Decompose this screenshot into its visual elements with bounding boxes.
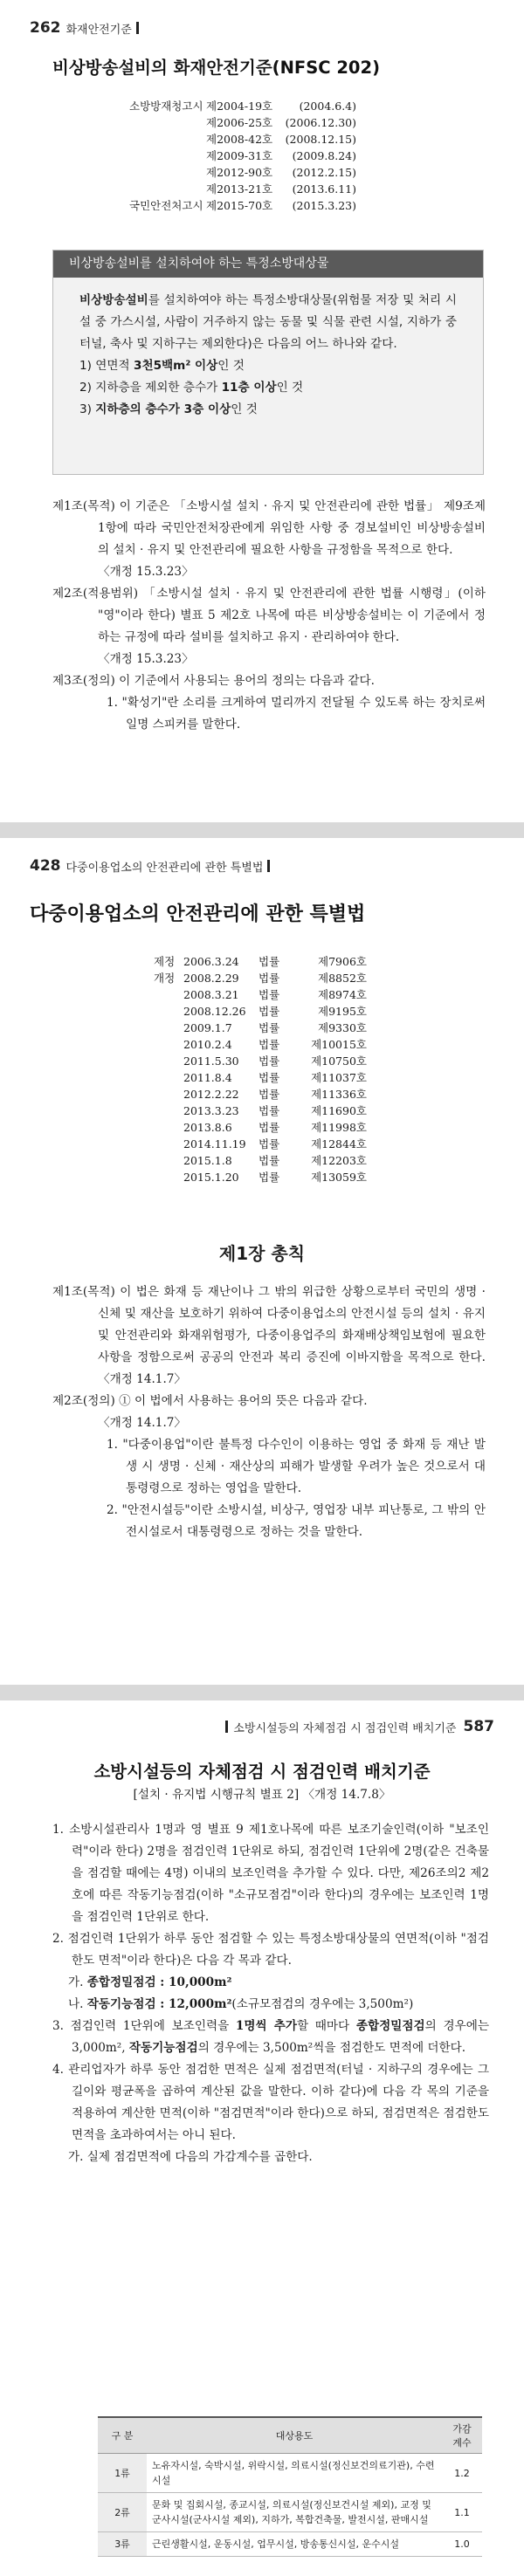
item-4: 4. 관리업자가 하루 동안 점검한 면적은 실제 점검면적(터널 · 지하구의 경우에는 그 길이와 평균폭을 곱하여 계산된 값을 말한다. 이하 같다)에 다음 각 목의 기준을 적용하여 계산한 면적(이하 "점검면적"이라 한다)으로 하되, 점검면적은 점검한도 면적을 초과하여서는 아니 된다.: [52, 2063, 489, 2142]
history-kind: [154, 986, 183, 1003]
history-date: 2008.12.26: [183, 1005, 246, 1018]
enactment-history: [154, 953, 367, 1185]
history-kind: [154, 1036, 183, 1053]
history-date: 2011.5.30: [183, 1054, 239, 1068]
item-1: 1. 소방시설관리사 1명과 영 별표 9 제1호나목에 따른 보조기술인력(이하 "보조인력"이라 한다) 2명을 점검인력 1단위로 하되, 점검인력 1단위에 2명(같은 건축물을 점검할 때에는 4명) 이내의 보조인력을 추가할 수 있다. 다만, 제26조의2 제2호에 따른 작동기능점검(이하 "소규모점검"이라 한다)의 경우에는 보조인력 1명을 점검인력 1단위로 한다.: [52, 1823, 489, 1924]
history-row: [154, 1003, 367, 1020]
history-date: 2006.3.24: [183, 955, 239, 968]
amendment-row: [129, 114, 356, 131]
uses-cell: 문화 및 집회시설, 종교시설, 의료시설(정신보건시설 제외), 교정 및 군사시설(군사시설 제외), 지하가, 복합건축물, 발전시설, 판매시설: [147, 2493, 442, 2532]
amendment-no: 제2006-25호: [206, 116, 273, 129]
page-262: [0, 0, 524, 822]
running-header: [30, 19, 139, 37]
amendment-date: (2004.6.4): [299, 100, 356, 113]
history-row: [154, 953, 367, 970]
history-type: 법률: [259, 1071, 280, 1084]
amendment-org: [129, 131, 206, 148]
amendment-row: [129, 148, 356, 164]
history-no: 제12203호: [311, 1154, 367, 1167]
amendment-org: [129, 114, 206, 131]
coef-cell: 1.1: [442, 2493, 482, 2532]
definition-1: 1. "확성기"란 소리를 크게하여 멀리까지 전달될 수 있도록 하는 장치로써 일명 스피커를 말한다.: [107, 696, 486, 732]
history-type: 법률: [259, 972, 280, 985]
history-row: [154, 1169, 367, 1185]
history-no: 제9330호: [318, 1021, 367, 1034]
amendment-date: (2012.2.15): [292, 166, 356, 179]
history-date: 2013.3.23: [183, 1104, 239, 1117]
page-587: [0, 1700, 524, 2576]
article-3: 제3조(정의) 이 기준에서 사용되는 용어의 정의는 다음과 같다.: [52, 674, 375, 688]
amendment-no: 제2015-70호: [206, 199, 273, 212]
col-coef: 가감 계수: [442, 2417, 482, 2454]
history-type: 법률: [259, 1121, 280, 1134]
history-type: 법률: [259, 1005, 280, 1018]
definition-2: 2. "안전시설등"이란 소방시설, 비상구, 영업장 내부 피난통로, 그 밖의 안전시설로서 대통령령으로 정하는 것을 말한다.: [107, 1503, 486, 1539]
amendment-date: (2008.12.15): [285, 133, 356, 146]
amendment-row: [129, 197, 356, 214]
history-kind: [154, 1003, 183, 1020]
history-no: 제11037호: [311, 1071, 367, 1084]
history-type: 법률: [259, 1054, 280, 1068]
page-428: [0, 838, 524, 1685]
amendment-row: [129, 164, 356, 181]
header-bar: [136, 22, 139, 34]
amendment-date: (2015.3.23): [292, 199, 356, 212]
history-type: 법률: [259, 1154, 280, 1167]
history-date: 2013.8.6: [183, 1121, 232, 1134]
history-kind: [154, 1069, 183, 1086]
page-number: 428: [30, 857, 61, 875]
amendment-list: [129, 98, 356, 214]
history-no: 제13059호: [311, 1171, 367, 1184]
article-2-note: 〈개정 14.1.7〉: [98, 1416, 187, 1430]
history-date: 2012.2.22: [183, 1088, 239, 1101]
coef-cell: 1.0: [442, 2532, 482, 2557]
history-date: 2015.1.8: [183, 1154, 232, 1167]
history-no: 제10750호: [311, 1054, 367, 1068]
history-row: [154, 1152, 367, 1169]
box-item-1: 1) 연면적 3천5백m² 이상인 것: [79, 359, 245, 373]
running-header: [225, 1718, 494, 1735]
coef-cell: 1.2: [442, 2454, 482, 2493]
history-type: 법률: [259, 1088, 280, 1101]
amendment-no: 제2012-90호: [206, 166, 273, 179]
box-intro: 비상방송설비를 설치하여야 하는 특정소방대상물(위험물 저장 및 처리 시설 중 가스시설, 사람이 거주하지 않는 동물 및 식물 관련 시설, 지하가 중 터널, 축사 및 지하구는 제외한다)은 다음의 어느 하나와 같다.: [79, 293, 457, 351]
history-date: 2008.2.29: [183, 972, 239, 985]
history-no: 제7906호: [318, 955, 367, 968]
history-no: 제10015호: [311, 1038, 367, 1051]
chapter-heading: 제1장 총칙: [218, 1243, 306, 1264]
history-kind: [154, 1119, 183, 1136]
definition-1: 1. "다중이용업"이란 불특정 다수인이 이용하는 영업 중 화재 등 재난 발생 시 생명 · 신체 · 재산상의 피해가 발생할 우려가 높은 것으로서 대통령령으로 정하는 영업을 말한다.: [107, 1438, 486, 1495]
col-grade: 구 분: [98, 2417, 147, 2454]
history-row: [154, 986, 367, 1003]
header-section: 다중이용업소의 안전관리에 관한 특별법: [66, 861, 264, 875]
page-number: 587: [463, 1718, 494, 1735]
history-date: 2008.3.21: [183, 988, 239, 1001]
history-type: 법률: [259, 1137, 280, 1151]
box-item-2: 2) 지하층을 제외한 층수가 11층 이상인 것: [79, 381, 304, 395]
article-2: 제2조(적용범위) 「소방시설 설치 · 유지 및 안전관리에 관한 법률 시행령」(이하 "영"이라 한다) 별표 5 제2호 나목에 따른 비상방송설비는 이 기준에서 정하는 규정에 따라 설비를 설치하고 유지 · 관리하여야 한다.: [52, 587, 486, 644]
history-row: [154, 1103, 367, 1119]
history-no: 제8974호: [318, 988, 367, 1001]
amendment-row: [129, 98, 356, 114]
table-row: [98, 2493, 482, 2532]
history-type: 법률: [259, 1021, 280, 1034]
amendment-date: (2006.12.30): [285, 116, 356, 129]
history-row: [154, 1136, 367, 1152]
history-row: [154, 1053, 367, 1069]
standards-list: [52, 1819, 489, 2168]
page-number: 262: [30, 19, 61, 37]
history-kind: 개정: [154, 972, 176, 985]
amendment-no: 제2004-19호: [206, 100, 273, 113]
history-kind: [154, 1169, 183, 1185]
articles: [52, 1281, 486, 1543]
history-kind: [154, 1086, 183, 1103]
target-facilities-box: [52, 250, 484, 475]
article-1-note: 〈개정 15.3.23〉: [98, 565, 194, 579]
item-3: 3. 점검인력 1단위에 보조인력을 1명씩 추가할 때마다 종합정밀점검의 경우에는 3,000m², 작동기능점검의 경우에는 3,500m²씩을 점검한도 면적에 더한다.: [52, 2019, 490, 2055]
item-2: 2. 점검인력 1단위가 하루 동안 점검할 수 있는 특정소방대상물의 연면적(이하 "점검한도 면적"이라 한다)은 다음 각 목과 같다.: [52, 1932, 489, 1968]
coefficient-table: [98, 2416, 482, 2557]
table-row: [98, 2532, 482, 2557]
history-type: 법률: [259, 1038, 280, 1051]
history-date: 2011.8.4: [183, 1071, 232, 1084]
history-type: 법률: [259, 1104, 280, 1117]
history-type: 법률: [259, 955, 280, 968]
history-row: [154, 1020, 367, 1036]
table-row: [98, 2454, 482, 2493]
history-row: [154, 1069, 367, 1086]
header-section: 소방시설등의 자체점검 시 점검인력 배치기준: [233, 1721, 457, 1735]
history-type: 법률: [259, 1171, 280, 1184]
articles: [52, 496, 486, 736]
amendment-org: [129, 164, 206, 181]
history-kind: [154, 1152, 183, 1169]
amendment-row: [129, 181, 356, 197]
grade-cell: 1류: [98, 2454, 147, 2493]
history-no: 제11336호: [311, 1088, 367, 1101]
history-date: 2015.1.20: [183, 1171, 239, 1184]
history-kind: [154, 1103, 183, 1119]
history-date: 2014.11.19: [183, 1137, 246, 1151]
history-row: [154, 1036, 367, 1053]
document-subtitle: [설치 · 유지법 시행규칙 별표 2] 〈개정 14.7.8〉: [133, 1788, 391, 1802]
amendment-no: 제2009-31호: [206, 149, 273, 162]
article-2-note: 〈개정 15.3.23〉: [98, 652, 194, 666]
history-no: 제8852호: [318, 972, 367, 985]
document-title: 비상방송설비의 화재안전기준(NFSC 202): [52, 58, 380, 78]
grade-cell: 2류: [98, 2493, 147, 2532]
history-date: 2010.2.4: [183, 1038, 232, 1051]
history-no: 제12844호: [311, 1137, 367, 1151]
history-kind: 제정: [154, 955, 176, 968]
amendment-no: 제2013-21호: [206, 182, 273, 196]
amendment-row: [129, 131, 356, 148]
table-header-row: [98, 2417, 482, 2454]
item-2-b: 나. 작동기능점검 : 12,000m²(소규모점검의 경우에는 3,500m²): [68, 1997, 414, 2011]
amendment-org: [129, 181, 206, 197]
header-section: 화재안전기준: [66, 23, 132, 37]
history-no: 제9195호: [318, 1005, 367, 1018]
history-kind: [154, 1053, 183, 1069]
box-body: [53, 278, 483, 421]
amendment-org: 국민안전처고시: [129, 199, 203, 212]
history-no: 제11690호: [311, 1104, 367, 1117]
item-4-a: 가. 실제 점검면적에 다음의 가감계수를 곱한다.: [68, 2150, 313, 2164]
item-2-a: 가. 종합정밀점검 : 10,000m²: [68, 1975, 232, 1989]
amendment-no: 제2008-42호: [206, 133, 273, 146]
amendment-date: (2009.8.24): [292, 149, 356, 162]
box-heading: 비상방송설비를 설치하여야 하는 특정소방대상물: [53, 251, 483, 278]
box-item-3: 3) 지하층의 층수가 3층 이상인 것: [79, 402, 258, 416]
article-1: 제1조(목적) 이 법은 화재 등 재난이나 그 밖의 위급한 상황으로부터 국민의 생명 · 신체 및 재산을 보호하기 위하여 다중이용업소의 안전시설 등의 설치 · 유지 및 안전관리와 화재위험평가, 다중이용업주의 화재배상책임보험에 필요한 사항을 정함으로써 공공의 안전과 복리 증진에 이바지함을 목적으로 한다. 〈개정 14.1.7〉: [52, 1285, 486, 1386]
amendment-date: (2013.6.11): [292, 182, 356, 196]
history-row: [154, 1086, 367, 1103]
history-no: 제11998호: [311, 1121, 367, 1134]
history-date: 2009.1.7: [183, 1021, 232, 1034]
amendment-org: 소방방재청고시: [129, 100, 203, 113]
document-title: 소방시설등의 자체점검 시 점검인력 배치기준: [93, 1762, 431, 1782]
amendment-org: [129, 148, 206, 164]
grade-cell: 3류: [98, 2532, 147, 2557]
running-header: [30, 857, 270, 875]
history-row: [154, 970, 367, 986]
history-type: 법률: [259, 988, 280, 1001]
history-row: [154, 1119, 367, 1136]
col-uses: 대상용도: [147, 2417, 442, 2454]
header-bar: [225, 1721, 228, 1733]
uses-cell: 근린생활시설, 운동시설, 업무시설, 방송통신시설, 운수시설: [147, 2532, 442, 2557]
history-kind: [154, 1020, 183, 1036]
uses-cell: 노유자시설, 숙박시설, 위락시설, 의료시설(정신보건의료기관), 수련시설: [147, 2454, 442, 2493]
article-2: 제2조(정의) ① 이 법에서 사용하는 용어의 뜻은 다음과 같다.: [52, 1394, 368, 1408]
document-title: 다중이용업소의 안전관리에 관한 특별법: [30, 903, 366, 925]
header-bar: [267, 860, 270, 872]
history-kind: [154, 1136, 183, 1152]
article-1: 제1조(목적) 이 기준은 「소방시설 설치 · 유지 및 안전관리에 관한 법률」 제9조제1항에 따라 국민안전처장관에게 위임한 사항 중 경보설비인 비상방송설비의 설치 · 유지 및 안전관리에 필요한 사항을 규정함을 목적으로 한다.: [52, 499, 486, 557]
